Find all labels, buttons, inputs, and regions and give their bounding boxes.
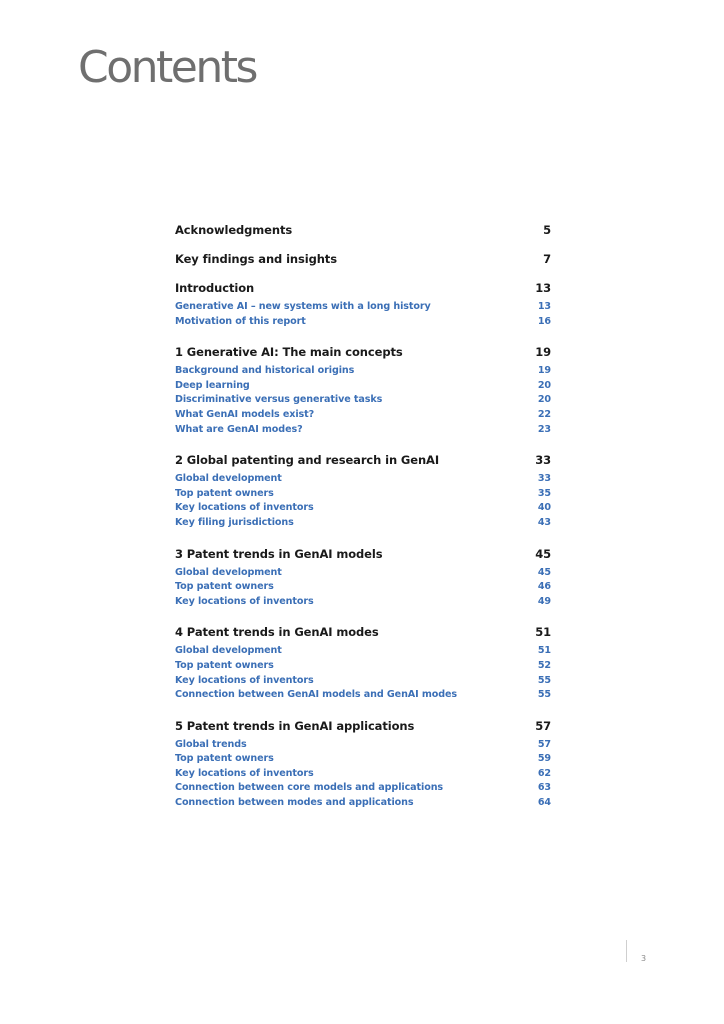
toc-entry-page: 7 — [543, 252, 551, 266]
toc-subentry-label: What GenAI models exist? — [175, 408, 315, 420]
toc-entry-label: 4 Patent trends in GenAI modes — [175, 625, 379, 640]
toc-subentry[interactable] — [175, 300, 551, 315]
toc-subentry-page: 62 — [537, 767, 551, 779]
toc-subentry-label: Key locations of inventors — [175, 674, 314, 686]
toc-subentry-page: 20 — [537, 379, 551, 391]
toc-subentry[interactable] — [175, 688, 551, 703]
toc-entry-chapter-4[interactable] — [175, 623, 551, 641]
toc-subentry-label: Connection between core models and applications — [175, 782, 444, 794]
toc-entry-acknowledgments[interactable] — [175, 221, 551, 239]
toc-subentry-label: Background and historical origins — [175, 365, 355, 377]
toc-entry-label: 5 Patent trends in GenAI applications — [175, 718, 415, 733]
toc-entry-label: Introduction — [175, 281, 255, 295]
toc-subentry-page: 35 — [537, 487, 551, 499]
toc-subentry-label: Global trends — [175, 738, 247, 750]
toc-subentry[interactable] — [175, 738, 551, 753]
toc-subentry-label: Generative AI – new systems with a long history — [175, 301, 431, 312]
toc-subentry[interactable] — [175, 781, 551, 796]
toc-entry-label: 3 Patent trends in GenAI models — [175, 546, 383, 561]
toc-subentry-label: Global development — [175, 473, 282, 485]
toc-subentry[interactable] — [175, 364, 551, 379]
toc-subentry-label: Top patent owners — [175, 487, 274, 499]
toc-entry-chapter-3[interactable] — [175, 545, 551, 563]
toc-subentry[interactable] — [175, 516, 551, 531]
toc-subentry-page: 23 — [537, 423, 551, 435]
toc-subentry-label: Top patent owners — [175, 581, 274, 593]
toc-subentry-label: Global development — [175, 645, 282, 657]
toc-subentry[interactable] — [175, 501, 551, 516]
toc-entry-label: 2 Global patenting and research in GenAI — [175, 453, 440, 468]
toc-subentry-page: 49 — [537, 595, 551, 607]
toc-subentry[interactable] — [175, 423, 551, 438]
toc-entry-page: 57 — [535, 718, 551, 733]
toc-subentry[interactable] — [175, 408, 551, 423]
toc-subentry-label: What are GenAI modes? — [175, 423, 303, 435]
toc-subentry-page: 40 — [537, 502, 551, 514]
toc-subentry-page: 63 — [537, 782, 551, 794]
toc-subentry[interactable] — [175, 379, 551, 394]
toc-entry-page: 13 — [535, 281, 551, 295]
toc-entry-chapter-2[interactable] — [175, 451, 551, 469]
toc-subentry[interactable] — [175, 472, 551, 487]
toc-subentry-page: 51 — [537, 645, 551, 657]
toc-subentry[interactable] — [175, 767, 551, 782]
toc-subentry[interactable] — [175, 315, 551, 330]
toc-entry-label: Key findings and insights — [175, 252, 337, 266]
toc-subentry-page: 33 — [537, 473, 551, 485]
toc-entry-chapter-5[interactable] — [175, 717, 551, 735]
toc-subentry[interactable] — [175, 659, 551, 674]
toc-subentry-label: Key filing jurisdictions — [175, 516, 294, 528]
toc-entry-label: Acknowledgments — [175, 223, 293, 237]
toc-subentry-label: Global development — [175, 566, 282, 578]
toc-section-chapter-3 — [175, 545, 551, 610]
toc-subentry-page: 64 — [537, 797, 551, 809]
toc-subentry-page: 19 — [537, 365, 551, 377]
toc-entry-key-findings[interactable] — [175, 250, 551, 268]
toc-subentry-label: Connection between modes and applications — [175, 797, 414, 809]
toc-entry-page: 19 — [535, 345, 551, 360]
toc-subentry-label: Top patent owners — [175, 659, 274, 671]
toc-subentry-page: 59 — [537, 753, 551, 765]
toc-entry-introduction[interactable] — [175, 279, 551, 297]
toc-section-introduction — [175, 279, 551, 329]
toc-subentry-label: Key locations of inventors — [175, 595, 314, 607]
toc-entry-chapter-1[interactable] — [175, 343, 551, 361]
page-title: Contents — [78, 42, 256, 93]
toc-section-chapter-4 — [175, 623, 551, 702]
toc-subentry-label: Motivation of this report — [175, 315, 306, 327]
toc-entry-page: 51 — [535, 625, 551, 640]
toc-entry-page: 45 — [535, 546, 551, 561]
toc-subentry-label: Deep learning — [175, 379, 250, 391]
footer-divider — [626, 940, 627, 962]
toc-subentry[interactable] — [175, 674, 551, 689]
toc-subentry-page: 52 — [537, 659, 551, 671]
toc-entry-page: 5 — [543, 223, 551, 237]
toc-subentry-page: 46 — [537, 581, 551, 593]
toc-section-chapter-5 — [175, 717, 551, 811]
toc-entry-page: 33 — [535, 453, 551, 468]
toc-subentry-label: Key locations of inventors — [175, 502, 314, 514]
toc-entry-label: 1 Generative AI: The main concepts — [175, 345, 403, 360]
toc-subentry-label: Discriminative versus generative tasks — [175, 394, 383, 406]
toc-subentry[interactable] — [175, 644, 551, 659]
toc-subentry[interactable] — [175, 796, 551, 811]
toc-subentry[interactable] — [175, 566, 551, 581]
toc-subentry-page: 55 — [537, 689, 551, 701]
toc-subentry-page: 16 — [537, 315, 551, 327]
page-number: 3 — [641, 954, 647, 963]
toc-subentry[interactable] — [175, 580, 551, 595]
table-of-contents — [175, 221, 551, 811]
toc-subentry[interactable] — [175, 595, 551, 610]
toc-subentry[interactable] — [175, 752, 551, 767]
toc-subentry-page: 13 — [537, 301, 551, 312]
toc-section-chapter-2 — [175, 451, 551, 530]
toc-subentry-page: 55 — [537, 674, 551, 686]
toc-subentry-page: 45 — [537, 566, 551, 578]
toc-subentry-label: Connection between GenAI models and GenAI modes — [175, 689, 458, 701]
toc-subentry-page: 57 — [537, 738, 551, 750]
toc-subentry-label: Top patent owners — [175, 753, 274, 765]
toc-section-chapter-1 — [175, 343, 551, 437]
toc-subentry[interactable] — [175, 393, 551, 408]
toc-subentry-page: 20 — [537, 394, 551, 406]
toc-subentry-label: Key locations of inventors — [175, 767, 314, 779]
toc-subentry-page: 22 — [537, 408, 551, 420]
toc-subentry-page: 43 — [537, 516, 551, 528]
toc-subentry[interactable] — [175, 487, 551, 502]
